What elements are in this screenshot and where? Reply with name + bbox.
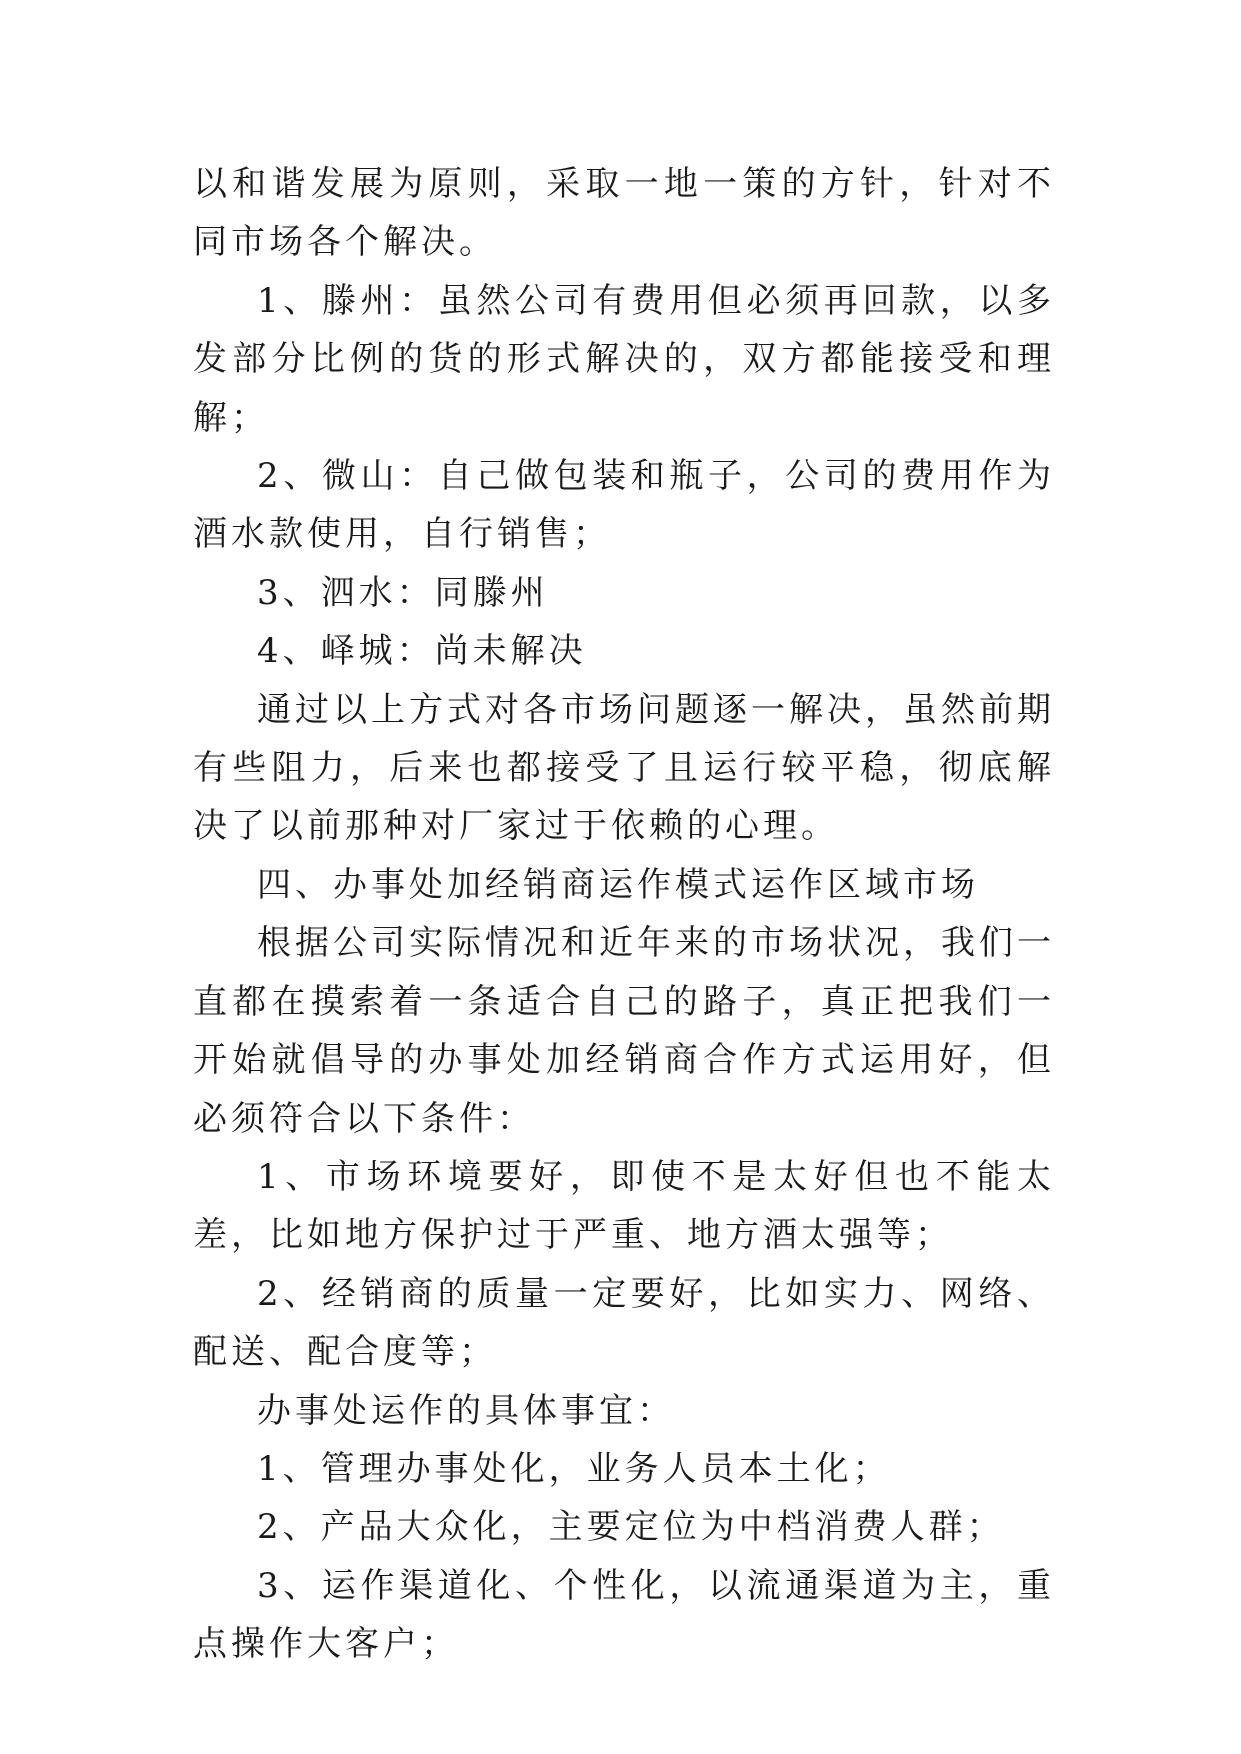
paragraph-office-matters: 办事处运作的具体事宜： [257, 1390, 675, 1431]
paragraph-matter-management: 1、管理办事处化，业务人员本土化； [257, 1448, 891, 1489]
paragraph-conditions-intro: 根据公司实际情况和近年来的市场状况，我们一直都在摸索着一条适合自己的路子，真正把我们一开始就倡导的办事处加经销商合作方式运用好，但必须符合以下条件： [193, 923, 1055, 1139]
paragraph-principle: 以和谐发展为原则，采取一地一策的方针，针对不同市场各个解决。 [193, 164, 1055, 263]
paragraph-matter-product: 2、产品大众化，主要定位为中档消费人群； [257, 1507, 1005, 1548]
paragraph-weishan: 2、微山：自己做包装和瓶子，公司的费用作为酒水款使用，自行销售； [193, 456, 1055, 555]
paragraph-matter-channel: 3、运作渠道化、个性化，以流通渠道为主，重点操作大客户； [193, 1565, 1055, 1665]
paragraph-sishui: 3、泗水：同滕州 [257, 572, 549, 613]
paragraph-tengzhou: 1、滕州：虽然公司有费用但必须再回款，以多发部分比例的货的形式解决的，双方都能接受和理解； [193, 280, 1055, 438]
paragraph-condition-distributor: 2、经销商的质量一定要好，比如实力、网络、配送、配合度等； [193, 1273, 1055, 1373]
paragraph-yicheng: 4、峄城：尚未解决 [257, 631, 587, 672]
section-heading-four: 四、办事处加经销商运作模式运作区域市场 [257, 864, 979, 905]
paragraph-summary: 通过以上方式对各市场问题逐一解决，虽然前期有些阻力，后来也都接受了且运行较平稳，彻底解决了以前那种对厂家过于依赖的心理。 [193, 689, 1055, 847]
paragraph-condition-market: 1、市场环境要好，即使不是太好但也不能太差，比如地方保护过于严重、地方酒太强等； [193, 1156, 1055, 1256]
document-page [193, 155, 1055, 1674]
